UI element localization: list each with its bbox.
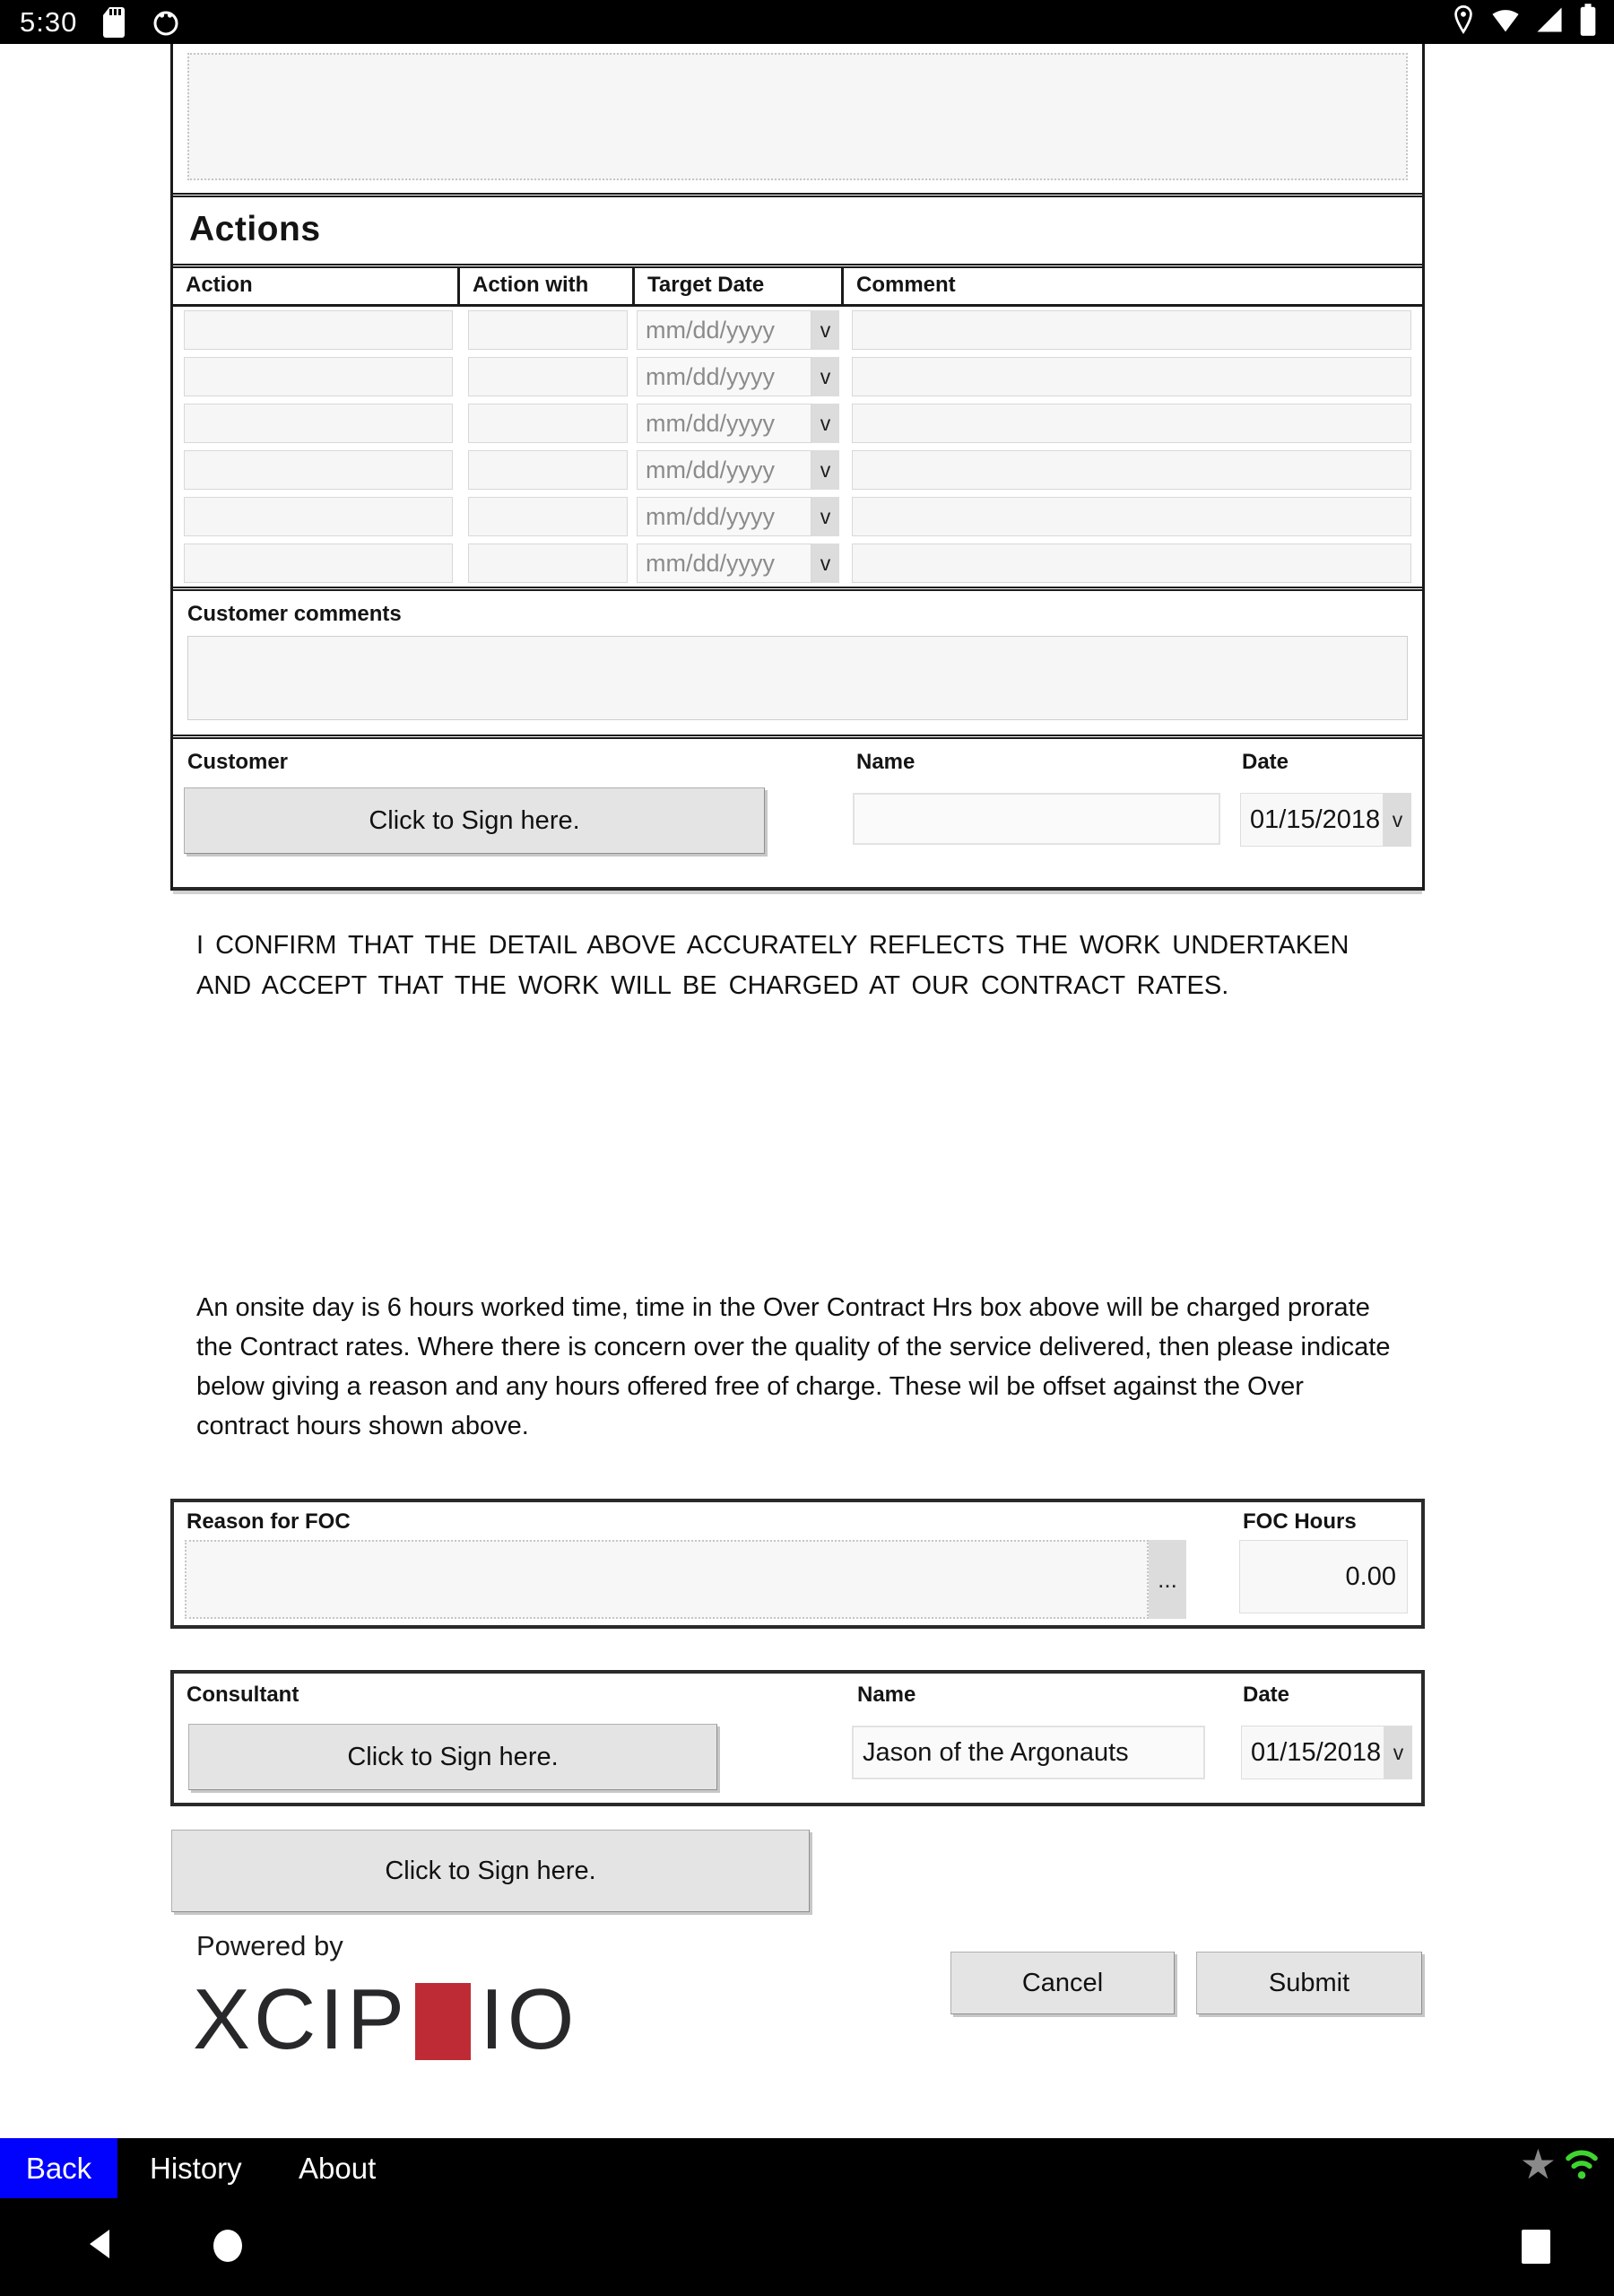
action-table-row: [173, 400, 1422, 447]
comment-input[interactable]: [852, 357, 1411, 396]
consultant-sign-button[interactable]: Click to Sign here.: [188, 1724, 717, 1790]
action-table-row: [173, 307, 1422, 353]
bookmark-star-icon[interactable]: ★: [1519, 2141, 1557, 2187]
date-dropdown-arrow-icon[interactable]: v: [811, 544, 839, 583]
target-date-cell: [632, 540, 841, 587]
logo-text-right: IO: [480, 1971, 578, 2067]
battery-icon: [1578, 3, 1598, 41]
comment-input[interactable]: [852, 497, 1411, 536]
action-with-input[interactable]: [468, 310, 628, 350]
column-header-target-date: Target Date: [632, 268, 841, 304]
app-nav-back-button[interactable]: Back: [0, 2138, 117, 2198]
customer-date-input[interactable]: 01/15/2018: [1240, 793, 1384, 847]
target-date-input[interactable]: mm/dd/yyyy: [637, 497, 811, 536]
main-sign-button[interactable]: Click to Sign here.: [171, 1830, 810, 1912]
date-dropdown-arrow-icon[interactable]: v: [811, 404, 839, 443]
action-table-row: [173, 353, 1422, 400]
comment-cell: [841, 447, 1422, 493]
bottom-bars: [0, 2138, 1614, 2296]
column-header-action: Action: [186, 273, 253, 297]
action-with-input[interactable]: [468, 357, 628, 396]
sd-card-icon: [100, 5, 127, 39]
customer-signature-section: [173, 735, 1422, 891]
clock: 5:30: [20, 5, 78, 38]
target-date-cell: [632, 307, 841, 353]
action-table-row: [173, 447, 1422, 493]
comment-cell: [841, 307, 1422, 353]
status-icons-right: [1451, 0, 1598, 44]
action-table-row: [173, 493, 1422, 540]
action-cell: [173, 353, 457, 400]
action-with-input[interactable]: [468, 544, 628, 583]
app-nav-history-button[interactable]: History: [150, 2151, 242, 2185]
app-nav-about-button[interactable]: About: [299, 2151, 377, 2185]
date-dropdown-arrow-icon[interactable]: v: [811, 357, 839, 396]
action-input[interactable]: [184, 544, 453, 583]
action-with-cell: [457, 540, 632, 587]
customer-label: Customer: [187, 750, 289, 774]
xcipio-logo: [193, 1971, 578, 2067]
action-with-input[interactable]: [468, 404, 628, 443]
target-date-input[interactable]: mm/dd/yyyy: [637, 404, 811, 443]
customer-name-input[interactable]: [853, 793, 1220, 845]
android-back-icon[interactable]: [86, 2228, 113, 2265]
date-dropdown-arrow-icon[interactable]: v: [811, 450, 839, 490]
reason-for-foc-label: Reason for FOC: [187, 1509, 351, 1534]
action-with-cell: [457, 400, 632, 447]
customer-name-label: Name: [856, 750, 915, 774]
reason-for-foc-textarea[interactable]: [185, 1540, 1149, 1619]
service-report-form: [170, 44, 1425, 891]
customer-sign-button[interactable]: Click to Sign here.: [184, 787, 765, 854]
top-notes-textarea[interactable]: [187, 53, 1408, 180]
logo-text-left: XCIP: [193, 1971, 409, 2067]
status-bar: [0, 0, 1614, 44]
target-date-input[interactable]: mm/dd/yyyy: [637, 310, 811, 350]
action-input[interactable]: [184, 357, 453, 396]
consultant-name-input[interactable]: Jason of the Argonauts: [852, 1726, 1205, 1779]
cancel-button[interactable]: Cancel: [950, 1952, 1175, 2014]
target-date-cell: [632, 353, 841, 400]
actions-table-body: [173, 307, 1422, 587]
android-recents-icon[interactable]: [1522, 2230, 1550, 2264]
consultant-date-label: Date: [1243, 1683, 1290, 1707]
action-input[interactable]: [184, 450, 453, 490]
action-input[interactable]: [184, 404, 453, 443]
customer-comments-section: [173, 587, 1422, 720]
smiley-status-icon: [151, 5, 181, 39]
android-home-icon[interactable]: [213, 2230, 242, 2262]
customer-comments-textarea[interactable]: [187, 636, 1408, 720]
customer-comments-label: Customer comments: [187, 602, 402, 626]
comment-input[interactable]: [852, 544, 1411, 583]
action-with-cell: [457, 493, 632, 540]
comment-input[interactable]: [852, 310, 1411, 350]
action-input[interactable]: [184, 497, 453, 536]
location-icon: [1451, 4, 1476, 40]
action-with-cell: [457, 307, 632, 353]
comment-cell: [841, 400, 1422, 447]
date-dropdown-arrow-icon[interactable]: v: [811, 497, 839, 536]
target-date-cell: [632, 493, 841, 540]
target-date-input[interactable]: mm/dd/yyyy: [637, 544, 811, 583]
action-cell: [173, 307, 457, 353]
column-header-action-with: Action with: [457, 268, 632, 304]
comment-input[interactable]: [852, 450, 1411, 490]
target-date-input[interactable]: mm/dd/yyyy: [637, 450, 811, 490]
consultant-label: Consultant: [187, 1683, 299, 1707]
consultant-date-dropdown-arrow-icon[interactable]: v: [1384, 1726, 1412, 1779]
action-cell: [173, 447, 457, 493]
powered-by-label: Powered by: [196, 1930, 343, 1961]
foc-hours-input[interactable]: 0.00: [1239, 1540, 1408, 1613]
comment-input[interactable]: [852, 404, 1411, 443]
submit-button[interactable]: Submit: [1196, 1952, 1422, 2014]
action-with-input[interactable]: [468, 497, 628, 536]
comment-cell: [841, 493, 1422, 540]
network-status-wifi-icon: [1564, 2147, 1600, 2187]
consultant-name-label: Name: [857, 1683, 916, 1707]
action-with-cell: [457, 353, 632, 400]
comment-cell: [841, 353, 1422, 400]
action-table-row: [173, 540, 1422, 587]
action-with-cell: [457, 447, 632, 493]
action-cell: [173, 493, 457, 540]
foc-section: [170, 1499, 1425, 1629]
action-input[interactable]: [184, 310, 453, 350]
foc-explanation-paragraph: An onsite day is 6 hours worked time, time in the Over Contract Hrs box above will be charged prorate the Contract rates. Where there is concern over the quality of the service delivered, then please indicate below giving a reason and any hours offered free of charge. These wil be offset against the Over contract hours shown above.: [196, 1293, 1391, 1440]
target-date-input[interactable]: mm/dd/yyyy: [637, 357, 811, 396]
target-date-cell: [632, 400, 841, 447]
action-with-input[interactable]: [468, 450, 628, 490]
actions-section-header: [173, 193, 1422, 264]
customer-date-dropdown-arrow-icon[interactable]: v: [1384, 793, 1411, 847]
comment-cell: [841, 540, 1422, 587]
target-date-cell: [632, 447, 841, 493]
foc-hours-label: FOC Hours: [1243, 1509, 1357, 1534]
consultant-signature-section: [170, 1670, 1425, 1806]
column-header-comment: Comment: [841, 268, 1422, 304]
confirmation-statement: I CONFIRM THAT THE DETAIL ABOVE ACCURATELY REFLECTS THE WORK UNDERTAKEN AND ACCEPT THAT THE WORK WILL BE CHARGED AT OUR CONTRACT RATES.: [196, 931, 1349, 1000]
customer-date-label: Date: [1242, 750, 1289, 774]
action-cell: [173, 540, 457, 587]
actions-table-header: [173, 264, 1422, 307]
wifi-icon: [1490, 5, 1521, 39]
consultant-date-input[interactable]: 01/15/2018: [1241, 1726, 1384, 1779]
actions-title: Actions: [189, 210, 321, 248]
action-cell: [173, 400, 457, 447]
reason-more-button[interactable]: ...: [1149, 1540, 1186, 1619]
date-dropdown-arrow-icon[interactable]: v: [811, 310, 839, 350]
signal-icon: [1535, 5, 1564, 39]
logo-red-square: [415, 1983, 471, 2060]
